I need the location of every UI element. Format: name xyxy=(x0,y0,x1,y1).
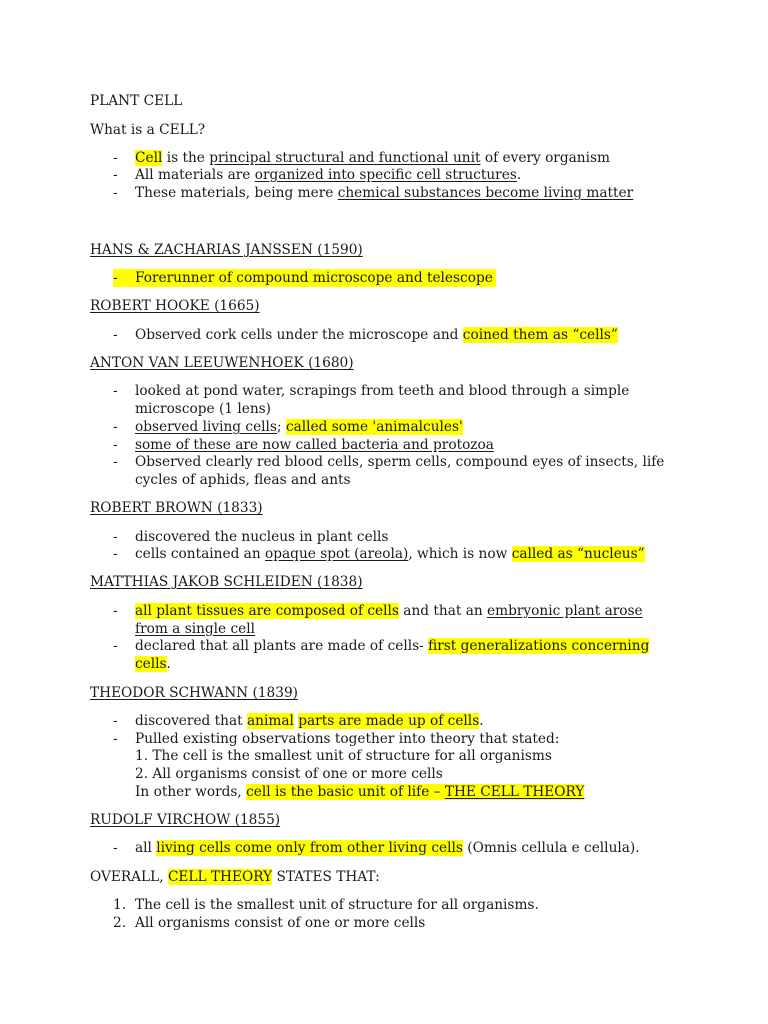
underlined-text: observed living cells xyxy=(135,419,277,435)
highlight-underlined: THE CELL THEORY xyxy=(444,784,585,800)
highlight: Cell xyxy=(135,150,163,166)
text: These materials, being mere xyxy=(135,185,338,201)
virchow-item-1 xyxy=(135,839,640,857)
janssen-item-1: Forerunner of compound microscope and telescope xyxy=(135,270,493,286)
hooke-item-1 xyxy=(135,326,618,344)
list-number: 2. xyxy=(113,915,127,931)
schwann-line-3 xyxy=(135,783,584,801)
overall-item-2: All organisms consist of one or more cells xyxy=(135,915,426,931)
brown-item-2 xyxy=(135,545,645,563)
text: of every organism xyxy=(480,150,610,166)
bullet-marker: - xyxy=(113,638,118,654)
underlined-text: embryonic plant arose xyxy=(487,603,643,619)
text: . xyxy=(479,713,484,729)
underlined-text: principal structural and functional unit xyxy=(209,150,481,166)
janssen-heading: HANS & ZACHARIAS JANSSEN (1590) xyxy=(90,242,363,258)
text: and that an xyxy=(398,603,488,619)
text: declared that all plants are made of cells- xyxy=(135,638,429,654)
bullet-marker: - xyxy=(113,327,118,343)
intro-item-2 xyxy=(135,166,521,184)
leeuwenhoek-heading: ANTON VAN LEEUWENHOEK (1680) xyxy=(90,355,354,371)
highlight: parts are made up of cells xyxy=(298,713,480,729)
bullet-marker: - xyxy=(113,419,118,435)
document-title: PLANT CELL xyxy=(90,93,183,109)
text: , which is now xyxy=(408,546,512,562)
schleiden-item-1b: from a single cell xyxy=(135,621,256,637)
text: In other words, xyxy=(135,784,247,800)
text: All materials are xyxy=(135,167,255,183)
highlight: cell is the basic unit of life – xyxy=(246,784,445,800)
intro-item-3 xyxy=(135,184,633,202)
text: all xyxy=(135,840,157,856)
intro-item-1 xyxy=(135,149,610,167)
bullet-marker: - xyxy=(113,383,118,399)
schleiden-heading: MATTHIAS JAKOB SCHLEIDEN (1838) xyxy=(90,574,363,590)
bullet-marker: - xyxy=(113,529,118,545)
highlight: called as “nucleus” xyxy=(511,546,645,562)
leeuwenhoek-item-1a: looked at pond water, scrapings from teeth and blood through a simple xyxy=(135,383,630,399)
text: . xyxy=(166,656,171,672)
hooke-heading: ROBERT HOOKE (1665) xyxy=(90,298,260,314)
bullet-marker: - xyxy=(113,185,118,201)
highlight: cells xyxy=(135,656,167,672)
highlight: first generalizations concerning xyxy=(428,638,650,654)
overall-heading xyxy=(90,868,380,886)
text: is the xyxy=(162,150,210,166)
list-number: 1. xyxy=(113,897,127,913)
highlight: called some 'animalcules' xyxy=(285,419,463,435)
leeuwenhoek-item-4b: cycles of aphids, fleas and ants xyxy=(135,472,351,488)
leeuwenhoek-item-1b: microscope (1 lens) xyxy=(135,401,272,417)
underlined-text: opaque spot (areola) xyxy=(265,546,409,562)
overall-item-1: The cell is the smallest unit of structure for all organisms. xyxy=(135,897,539,913)
schwann-line-2: 2. All organisms consist of one or more cells xyxy=(135,766,443,782)
schwann-heading: THEODOR SCHWANN (1839) xyxy=(90,685,299,701)
text: ; xyxy=(276,419,286,435)
bullet-marker: - xyxy=(113,546,118,562)
underlined-text: chemical substances become living matter xyxy=(337,185,634,201)
schwann-line-1: 1. The cell is the smallest unit of structure for all organisms xyxy=(135,748,552,764)
highlight: living cells come only from other living cells xyxy=(156,840,463,856)
bullet-marker: - xyxy=(113,840,118,856)
highlight: CELL THEORY xyxy=(167,869,273,885)
bullet-marker: - xyxy=(113,270,118,286)
schwann-item-1 xyxy=(135,712,484,730)
highlight: all plant tissues are composed of cells xyxy=(135,603,399,619)
text: . xyxy=(516,167,522,183)
highlight: coined them as “cells” xyxy=(462,327,618,343)
bullet-marker: - xyxy=(113,454,118,470)
text: discovered that xyxy=(135,713,247,729)
leeuwenhoek-item-4a: Observed clearly red blood cells, sperm cells, compound eyes of insects, life xyxy=(135,454,665,470)
brown-item-1: discovered the nucleus in plant cells xyxy=(135,529,389,545)
text: (Omnis cellula e cellula). xyxy=(462,840,640,856)
underlined-text: organized into specific cell structures xyxy=(254,167,517,183)
schwann-item-2: Pulled existing observations together into theory that stated: xyxy=(135,731,560,747)
bullet-marker: - xyxy=(113,437,118,453)
text: OVERALL, xyxy=(90,869,168,885)
virchow-heading: RUDOLF VIRCHOW (1855) xyxy=(90,812,281,828)
schleiden-item-2b xyxy=(135,655,171,673)
text: STATES THAT: xyxy=(272,869,380,885)
bullet-marker: - xyxy=(113,603,118,619)
bullet-marker: - xyxy=(113,150,118,166)
question-heading: What is a CELL? xyxy=(90,122,206,138)
schleiden-item-1a xyxy=(135,602,643,620)
highlight: animal xyxy=(247,713,294,729)
leeuwenhoek-item-3: some of these are now called bacteria and protozoa xyxy=(135,437,494,453)
bullet-marker: - xyxy=(113,713,118,729)
leeuwenhoek-item-2 xyxy=(135,418,463,436)
text: Observed cork cells under the microscope and xyxy=(135,327,463,343)
brown-heading: ROBERT BROWN (1833) xyxy=(90,500,263,516)
bullet-marker: - xyxy=(113,731,118,747)
schleiden-item-2a xyxy=(135,637,649,655)
text: cells contained an xyxy=(135,546,266,562)
bullet-marker: - xyxy=(113,167,118,183)
